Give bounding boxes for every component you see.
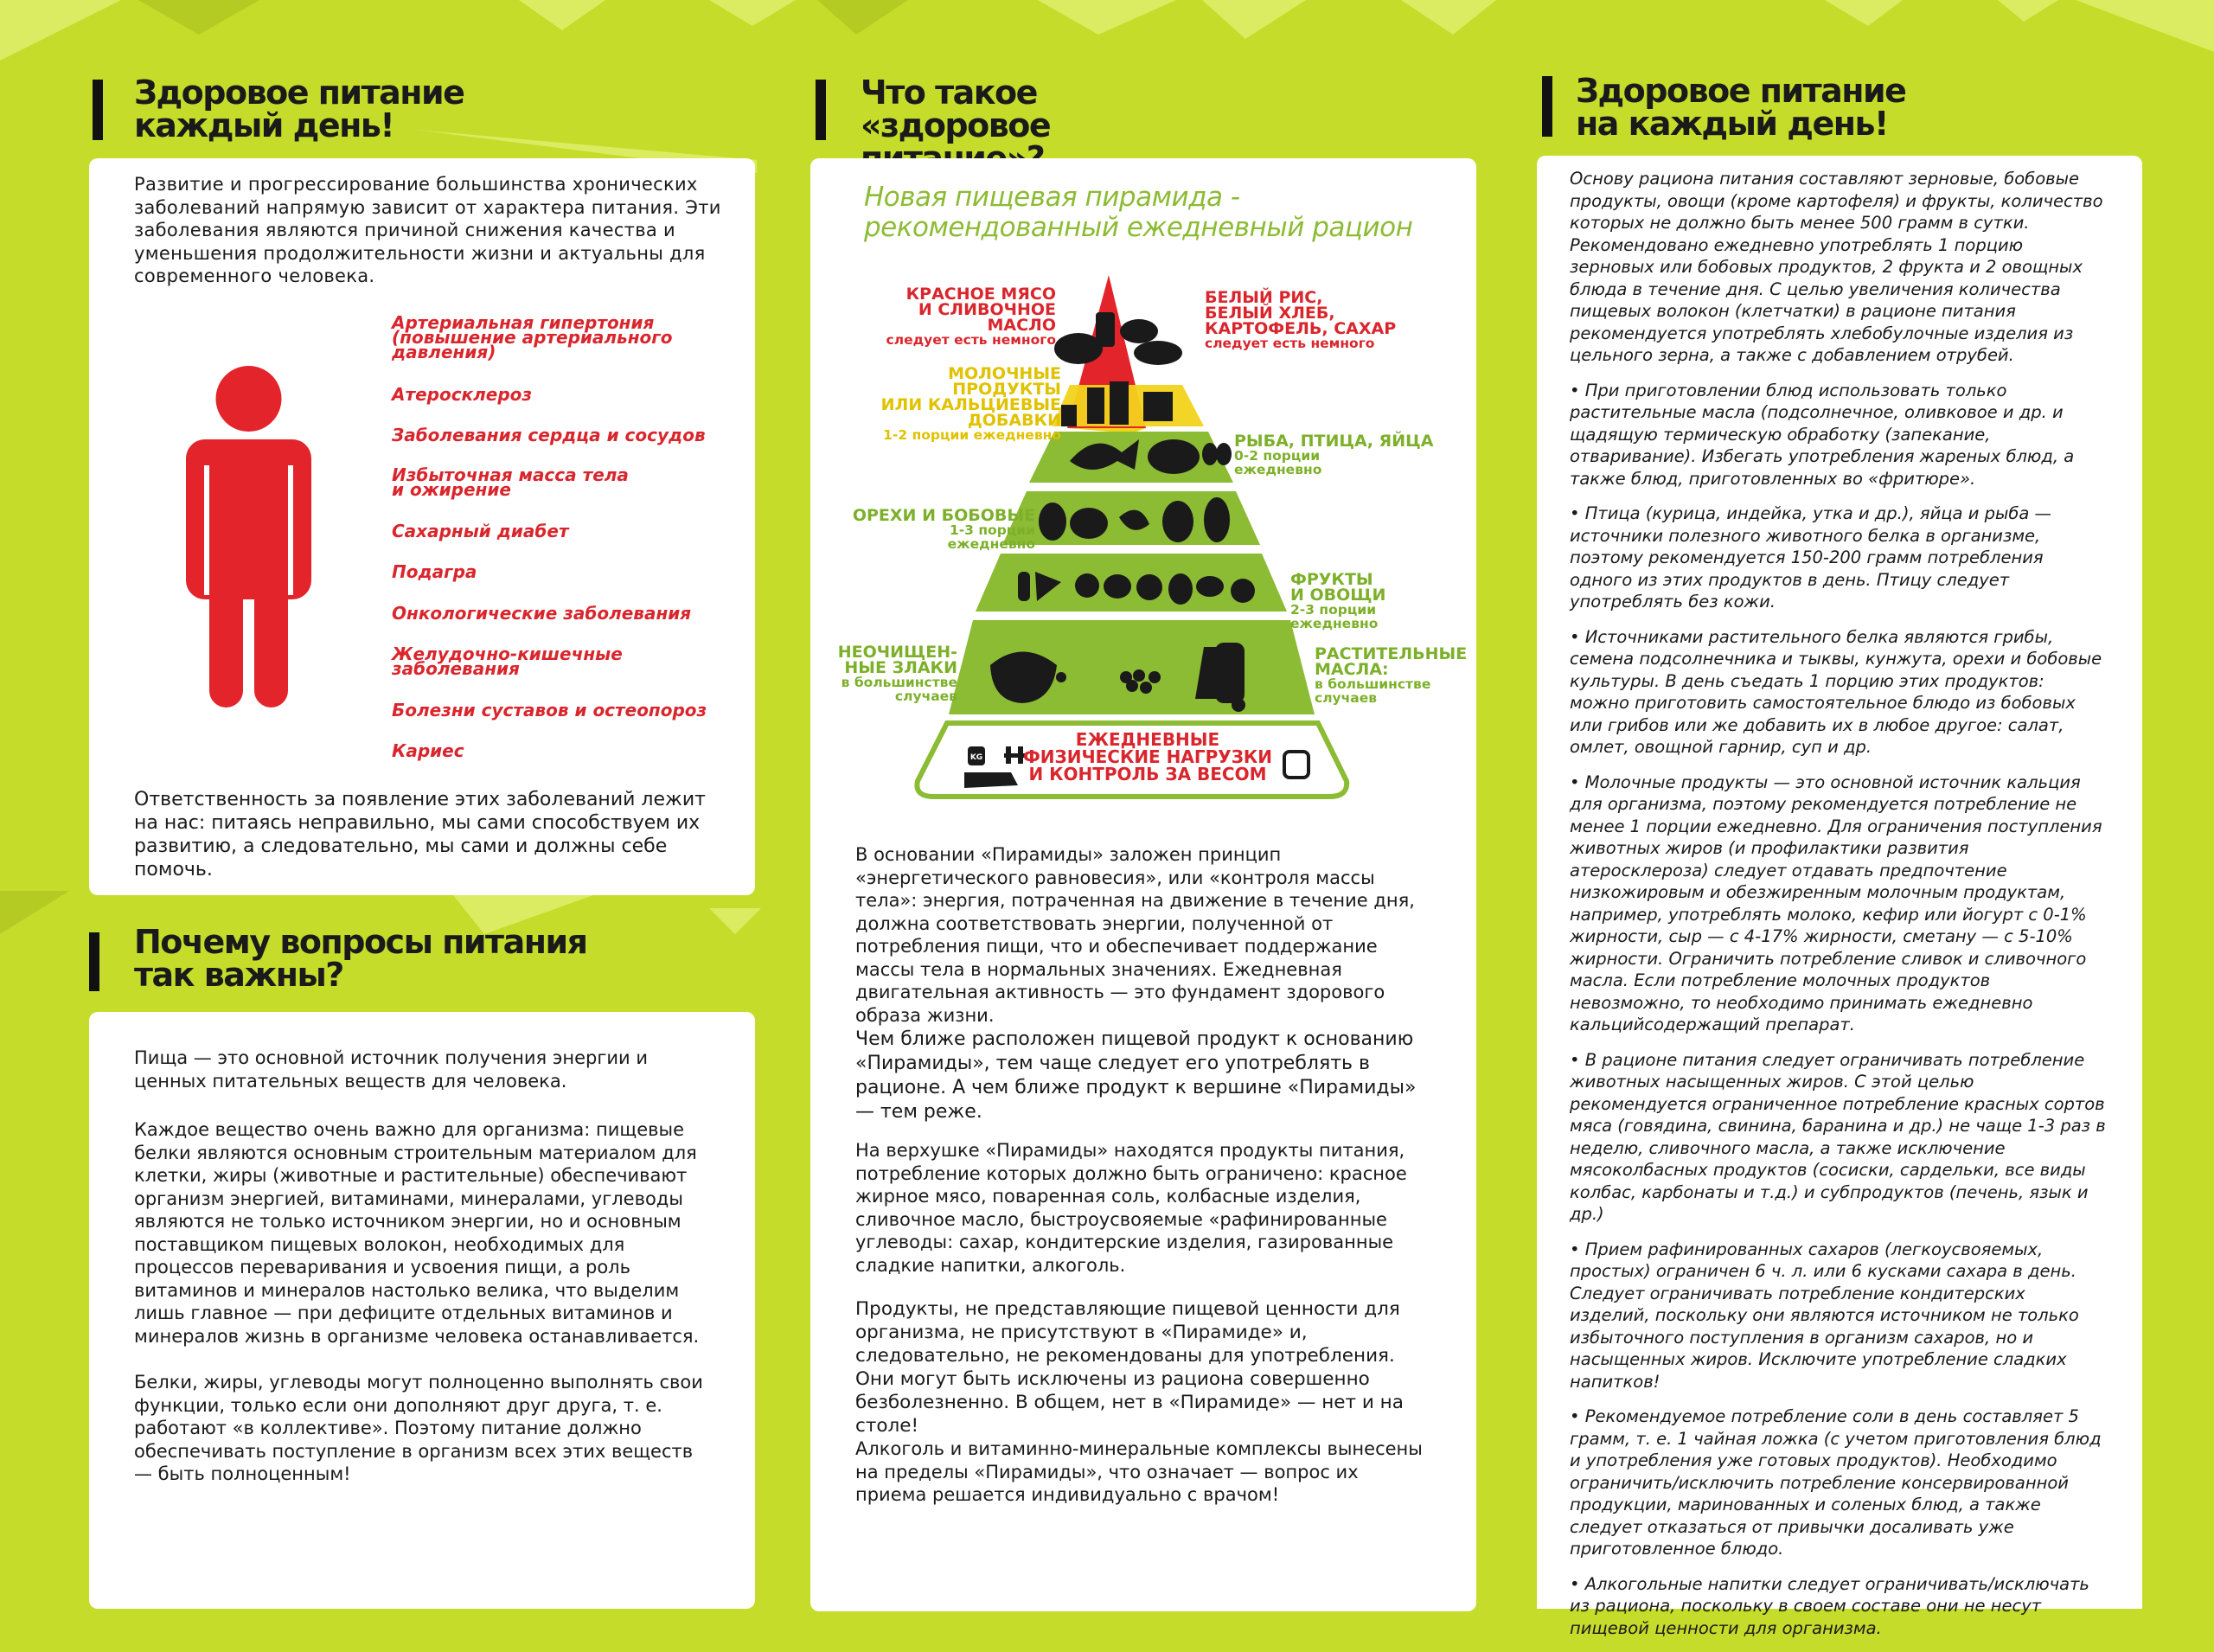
label-main: ФРУКТЫ xyxy=(1290,570,1373,589)
diseases-card xyxy=(89,158,755,895)
label-main: РЫБА, ПТИЦА, ЯЙЦА xyxy=(1234,432,1434,451)
heading-bar xyxy=(816,80,826,140)
kettlebell-label: KG xyxy=(969,753,983,762)
responsibility-text: Ответственность за появление этих заболеваний лежит на нас: питаясь неправильно, мы сами способствуем их развитию, а следовательно, мы сами и должны себе помочь. xyxy=(134,789,706,880)
label-main: НЫЕ ЗЛАКИ xyxy=(844,658,957,677)
label-main: ОРЕХИ И БОБОВЫЕ xyxy=(852,506,1035,525)
heading-line: Здоровое питание xyxy=(134,74,464,112)
pyramid-paragraph: Алкоголь и витаминно-минеральные комплексы вынесены на пределы «Пирамиды», что означает — вопрос их приема решается индивидуально с врачом! xyxy=(855,1438,1423,1505)
label-main: ИЛИ КАЛЬЦИЕВЫЕ xyxy=(880,395,1061,414)
person-figure-icon xyxy=(186,366,311,708)
label-main: КРАСНОЕ МЯСО xyxy=(905,285,1056,304)
label-sub: ежедневно xyxy=(1234,462,1322,477)
heading-line: каждый день! xyxy=(134,106,394,144)
label-oils xyxy=(1315,646,1470,705)
why-paragraph: Белки, жиры, углеводы могут полноценно выполнять свои функции, только если они дополняют друг друга, т. е. работают «в коллективе». Поэтому питание должно обеспечивать поступление в организм всех этих веществ — быть полноценным! xyxy=(134,1372,703,1484)
label-fish xyxy=(1234,433,1459,477)
disease-item: Артериальная гипертония (повышение артериального давления) xyxy=(392,312,673,362)
diet-paragraph: • Источниками растительного белка являются грибы, семена подсолнечника и тыквы, кунжута, орехи и бобовые культуры. В день съедать 1 порцию этих продуктов: можно приготовить самостоятельное блюдо из бобовых или грибов или же добавить их в любое другое: салат, омлет, овощной гарнир, суп и др. xyxy=(1570,626,2102,757)
pyramid-title-line: Новая пищевая пирамида - xyxy=(864,182,1240,213)
diet-recommendations xyxy=(1570,168,2106,1652)
label-sub: 1-2 порции ежедневно xyxy=(883,427,1061,443)
label-main: НЕОЧИЩЕН- xyxy=(837,643,957,662)
heading-line: так важны? xyxy=(134,956,343,994)
heading-line: Что такое xyxy=(861,74,1037,112)
heading-line: Здоровое питание xyxy=(1576,72,1906,110)
pyramid-paragraph: В основании «Пирамиды» заложен принцип «энергетического равновесия», или «контроля массы тела»: энергия, потраченная на движение в течение дня, должна соответствовать энергии, полученной от потребления пищи, что и обеспечивает поддержание массы тела в нормальных значениях. Ежедневная двигательная активность — это фундамент здорового образа жизни. xyxy=(855,844,1415,1026)
label-sub: в большинстве xyxy=(1315,676,1431,692)
label-sub: случаев xyxy=(894,688,957,704)
label-sub: следует есть немного xyxy=(886,332,1056,348)
label-main: РАСТИТЕЛЬНЫЕ xyxy=(1315,644,1468,663)
heading-line: на каждый день! xyxy=(1576,105,1888,143)
diet-paragraph: • Рекомендуемое потребление соли в день составляет 5 грамм, т. е. 1 чайная ложка (с учетом приготовления блюд и употребления уже готовых продуктов). Необходимо ограничить/исключить потребление консервированной продукции, маринованных и соленых блюд, а также следует отказаться от привычки досаливать уже приготовленное блюдо. xyxy=(1570,1406,2102,1559)
food-pyramid xyxy=(810,158,1476,816)
diet-paragraph: • Птица (курица, индейка, утка и др.), яйца и рыба — источники полезного животного белка в организме, поэтому рекомендуется 150-200 грамм потребления одного из этих продуктов в день. Птицу следует употреблять без кожи. xyxy=(1570,503,2052,611)
heading-why-important xyxy=(134,923,618,994)
label-sub: 1-3 порции xyxy=(949,522,1035,538)
diet-card xyxy=(1537,156,2142,1638)
pyramid-title-line: рекомендованный ежедневный рацион xyxy=(864,212,1413,243)
label-sub: 2-3 порции xyxy=(1290,602,1377,618)
label-exercise xyxy=(1014,731,1282,783)
diet-paragraph: • Прием рафинированных сахаров (легкоусвояемых, простых) ограничен 6 ч. л. или 6 кусками сахара в день. Следует ограничивать потребление кондитерских изделий, поскольку они являются источником не только избыточного поступления в организм сахаров, но и насыщенных жиров. Исключите употребление сладких напитков! xyxy=(1570,1239,2079,1392)
label-main: БЕЛЫЙ ХЛЕБ, xyxy=(1205,304,1335,323)
label-sub: 0-2 порции xyxy=(1234,448,1321,464)
label-sub: ежедневно xyxy=(947,536,1035,552)
label-grains xyxy=(828,644,957,703)
diet-paragraph: • Молочные продукты — это основной источник кальция для организма, поэтому рекомендуется потребление не менее 1 порции ежедневно. Для ограничения поступления животных жиров (и профилактики развития атеросклероза) следует отдавать предпочтение низкожировым и обезжиренным молочным продуктам, например, употреблять молоко, кефир или йогурт с 0-1% жирности, сыр — с 4-17% жирности, сметану — с 5-10% жирности. Ограничить потребление сливок и сливочного масла. Если потребление молочных продуктов невозможно, то необходимо принимать ежедневно кальцийсодержащий препарат. xyxy=(1570,772,2102,1034)
label-nuts xyxy=(828,508,1035,551)
why-paragraph: Пища — это основной источник получения энергии и ценных питательных веществ для человека. xyxy=(134,1047,648,1092)
label-main: ДОБАВКИ xyxy=(967,411,1061,430)
disease-item: Болезни суставов и остеопороз xyxy=(392,700,707,720)
heading-line: Почему вопросы питания xyxy=(134,923,587,961)
diet-paragraph: • При приготовлении блюд использовать только растительные масла (подсолнечное, оливковое и др. и щадящую термическую обработку (запекание, отваривание). Избегать употребления жареных блюд, а также блюд, приготовленных во «фритюре». xyxy=(1570,380,2075,489)
disease-item: Желудочно-кишечные заболевания xyxy=(392,644,623,679)
label-main: МОЛОЧНЫЕ ПРОДУКТЫ xyxy=(948,364,1061,399)
label-dairy xyxy=(836,366,1061,442)
label-main: И СЛИВОЧНОЕ МАСЛО xyxy=(918,300,1056,335)
label-sub: следует есть немного xyxy=(1205,336,1375,351)
kettlebell-icon xyxy=(968,749,985,766)
pyramid-paragraph: На верхушке «Пирамиды» находятся продукты питания, потребление которых должно быть ограничено: красное жирное мясо, поваренная соль, колбасные изделия, сливочное масло, быстроусвояемые «рафинированные углеводы: сахар, кондитерские изделия, газированные сладкие напитки, алкоголь. xyxy=(855,1140,1407,1276)
diet-paragraph: Основу рациона питания составляют зерновые, бобовые продукты, овощи (кроме картофеля) и фрукты, количество которых не должно быть менее 500 грамм в сутки. Рекомендовано ежедневно употреблять 1 порцию зерновых или бобовых продуктов, 2 фрукта и 2 овощных блюда в течение дня. С целью увеличения количества пищевых волокон (клетчатки) в рационе питания рекомендуется употреблять хлебобулочные изделия из цельного зерна, а также с добавлением отрубей. xyxy=(1570,169,2103,365)
label-main: БЕЛЫЙ РИС, xyxy=(1205,288,1323,307)
pyramid-paragraph: Продукты, не представляющие пищевой ценности для организма, не присутствуют в «Пирамиде» и, следовательно, не рекомендованы для употребления. Они могут быть исключены из рациона совершенно безболезненно. В общем, нет в «Пирамиде» — нет и на столе! xyxy=(855,1298,1404,1437)
heading-bar xyxy=(1542,76,1552,137)
heading-bar xyxy=(93,80,103,140)
heading-line: «здоровое xyxy=(861,106,1051,144)
label-fruits xyxy=(1290,572,1463,631)
disease-item: Онкологические заболевания xyxy=(392,603,692,624)
label-main: И КОНТРОЛЬ ЗА ВЕСОМ xyxy=(1028,764,1267,784)
disease-item: Сахарный диабет xyxy=(392,521,569,541)
label-main: ЕЖЕДНЕВНЫЕ xyxy=(1075,729,1220,750)
label-main: И ОВОЩИ xyxy=(1290,586,1386,605)
heading-healthy-daily xyxy=(134,76,497,142)
label-red-meat xyxy=(857,286,1056,347)
label-main: ФИЗИЧЕСКИЕ НАГРУЗКИ xyxy=(1022,746,1273,767)
pyramid-paragraph: Чем ближе расположен пищевой продукт к основанию «Пирамиды», тем чаще следует его употреблять в рационе. А чем ближе продукт к вершине «Пирамиды» — тем реже. xyxy=(855,1028,1417,1123)
diet-paragraph: • В рационе питания следует ограничивать потребление животных насыщенных жиров. С этой целью рекомендуется ограниченное потребление красных сортов мяса (говядина, свинина, баранина и др.) не чаще 1-3 раз в неделю, сливочного масла, а также исключение мясоколбасных продуктов (сосиски, сардельки, все виды колбас, карбонаты и т.д.) и субпродуктов (печень, язык и др.) xyxy=(1570,1049,2106,1224)
pyramid-card xyxy=(810,158,1476,1611)
label-sub: ежедневно xyxy=(1290,616,1379,631)
disease-item: Атеросклероз xyxy=(392,384,533,405)
label-sub: в большинстве xyxy=(841,675,957,690)
heading-healthy-everyday xyxy=(1576,72,1939,143)
label-main: МАСЛА: xyxy=(1315,660,1389,679)
why-card xyxy=(89,1012,755,1609)
intro-text: Развитие и прогрессирование большинства хронических заболеваний напрямую зависит от характера питания. Эти заболевания являются причиной снижения качества и уменьшения продолжительности жизни и актуальны для современного человека. xyxy=(134,174,721,286)
label-main: КАРТОФЕЛЬ, САХАР xyxy=(1205,319,1397,338)
disease-item: Подагра xyxy=(392,561,477,582)
disease-item: Заболевания сердца и сосудов xyxy=(392,425,706,445)
label-sub: случаев xyxy=(1315,690,1378,706)
label-white-rice xyxy=(1205,290,1430,350)
why-paragraph: Каждое вещество очень важно для организма: пищевые белки являются основным строительным материалом для клетки, жиры (животные и растительные) обеспечивают организм энергией, витаминами, минералами, углеводы являются не только источником энергии, но и основным поставщиком пищевых волокон, необходимых для процессов переваривания и усвоения пищи, а роль витаминов и минералов настолько велика, что выделим лишь главное — при дефиците отдельных витаминов и минералов жизнь в организме человека останавливается. xyxy=(134,1119,700,1347)
heading-bar xyxy=(89,932,99,991)
disease-item: Кариес xyxy=(392,740,464,761)
disease-item: Избыточная масса тела и ожирение xyxy=(392,464,629,500)
diet-paragraph: • Алкогольные напитки следует ограничивать/исключать из рациона, поскольку в своем составе они не несут пищевой ценности для организма. xyxy=(1570,1573,2089,1638)
